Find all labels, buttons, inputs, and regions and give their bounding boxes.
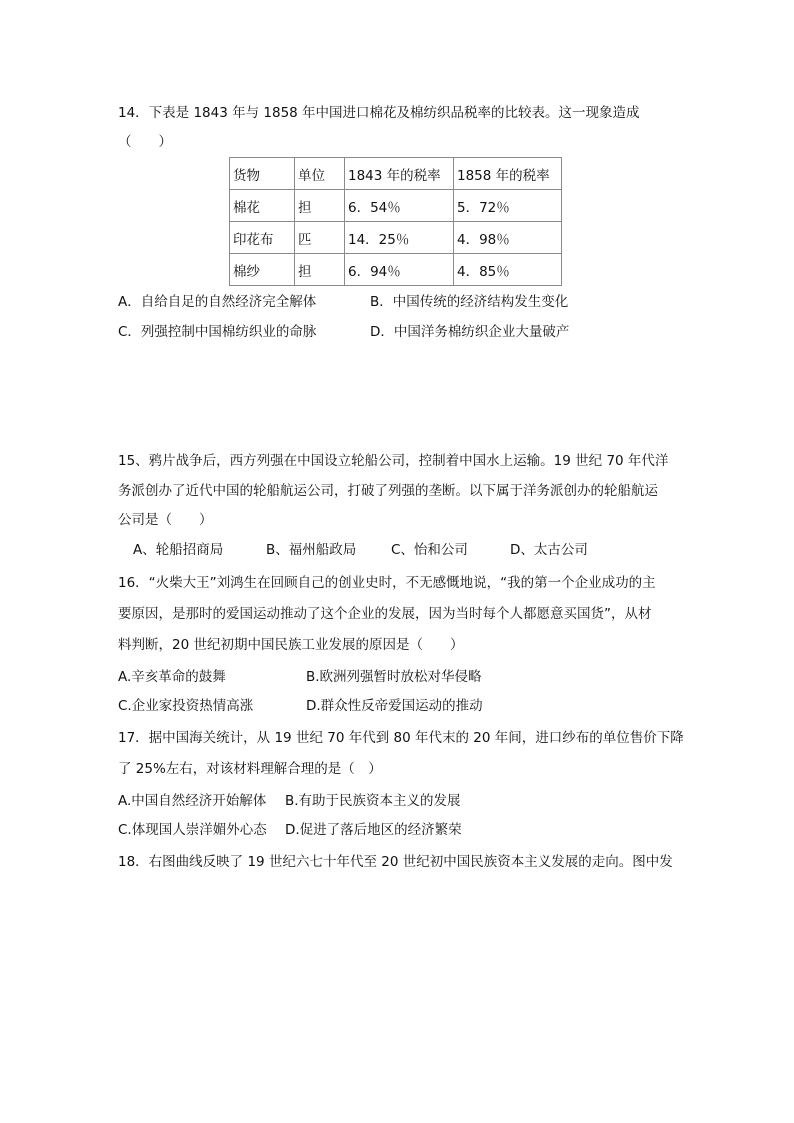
q15-option-b: B、福州船政局 [266,542,357,558]
table-header-cell: 货物 [230,158,295,190]
table-cell: 棉纱 [230,254,295,286]
q15-line-2: 务派创办了近代中国的轮船航运公司，打破了列强的垄断。以下属于洋务派创办的轮船航运 [118,483,658,499]
q17-option-d: D.促进了落后地区的经济繁荣 [285,822,462,838]
table-row [230,222,562,254]
q17-option-a: A.中国自然经济开始解体 [118,793,267,809]
q15-option-a: A、轮船招商局 [133,542,224,558]
table-cell: 担 [295,190,345,222]
table-cell: 6．54％ [345,190,454,222]
table-cell: 棉花 [230,190,295,222]
q14-stem: 14．下表是 1843 年与 1858 年中国进口棉花及棉纺织品税率的比较表。这一现象造成 [118,105,640,121]
q17-option-b: B.有助于民族资本主义的发展 [285,793,461,809]
q16-option-d: D.群众性反帝爱国运动的推动 [306,698,483,714]
table-header-row [230,158,562,190]
q15-line-1: 15、鸦片战争后，西方列强在中国设立轮船公司，控制着中国水上运输。19 世纪 70 年代洋 [118,453,669,469]
q14-option-a: A．自给自足的自然经济完全解体 [118,294,317,310]
table-cell: 5．72％ [454,190,562,222]
q16-option-a: A.辛亥革命的鼓舞 [118,669,226,685]
q16-option-b: B.欧洲列强暂时放松对华侵略 [306,669,482,685]
table-cell: 4．98％ [454,222,562,254]
table-cell: 匹 [295,222,345,254]
table-row [230,190,562,222]
q17-option-c: C.体现国人崇洋媚外心态 [118,822,267,838]
table-header-cell: 1858 年的税率 [454,158,562,190]
q15-option-c: C、怡和公司 [391,542,468,558]
table-cell: 6．94％ [345,254,454,286]
q17-line-1: 17．据中国海关统计，从 19 世纪 70 年代到 80 年代末的 20 年间，进口纱布的单位售价下降 [118,730,684,746]
q17-line-2: 了 25%左右，对该材料理解合理的是（ ） [118,761,382,777]
table-cell: 担 [295,254,345,286]
q16-line-1: 16．“火柴大王”刘鸿生在回顾自己的创业史时，不无感慨地说，“我的第一个企业成功的主 [118,575,656,591]
table-cell: 印花布 [230,222,295,254]
tax-rate-table [229,157,562,286]
q18-line-1: 18．右图曲线反映了 19 世纪六七十年代至 20 世纪初中国民族资本主义发展的走向。图中发 [118,854,673,870]
q15-option-d: D、太古公司 [510,542,588,558]
q14-option-c: C．列强控制中国棉纺织业的命脉 [118,324,317,340]
table-row [230,254,562,286]
q14-answer-paren: （ ） [118,134,172,150]
table-cell: 14．25％ [345,222,454,254]
q15-line-3: 公司是（ ） [118,512,213,528]
table-header-cell: 单位 [295,158,345,190]
q16-option-c: C.企业家投资热情高涨 [118,698,254,714]
q14-option-b: B．中国传统的经济结构发生变化 [370,294,569,310]
q16-line-2: 要原因，是那时的爱国运动推动了这个企业的发展，因为当时每个人都愿意买国货”，从材 [118,606,652,622]
table-cell: 4．85％ [454,254,562,286]
q14-option-d: D．中国洋务棉纺织企业大量破产 [370,324,570,340]
table-header-cell: 1843 年的税率 [345,158,454,190]
q16-line-3: 料判断，20 世纪初期中国民族工业发展的原因是（ ） [118,637,464,653]
